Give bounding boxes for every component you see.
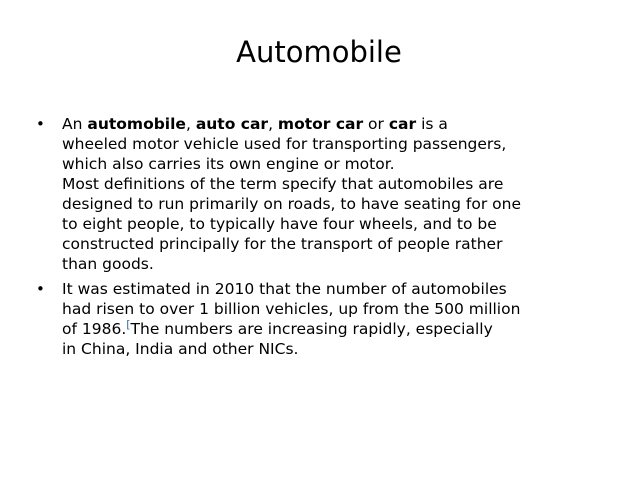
bullet-line xyxy=(62,114,622,134)
bullet-marker: • xyxy=(36,280,45,298)
bullet-line xyxy=(62,319,622,339)
bullet-line: constructed principally for the transport of people rather xyxy=(62,235,503,253)
bullet-item-statistics xyxy=(36,279,622,359)
bullet-item-definition xyxy=(36,114,622,274)
bullet-line: than goods. xyxy=(62,255,154,273)
bullet-line: in China, India and other NICs. xyxy=(62,340,299,358)
term-car: car xyxy=(388,115,417,133)
term-motor-car: motor car xyxy=(277,115,364,133)
text-span: of 1986. xyxy=(62,320,127,338)
text-span: The numbers are increasing rapidly, especially xyxy=(130,320,493,338)
text-span: is a xyxy=(416,115,448,133)
text-span: , xyxy=(268,115,278,133)
bullet-line: wheeled motor vehicle used for transporting passengers, xyxy=(62,135,507,153)
bullet-marker: • xyxy=(36,115,45,133)
text-span: , xyxy=(185,115,196,133)
term-automobile: automobile xyxy=(87,115,186,133)
text-span: An xyxy=(62,115,88,133)
bullet-line: designed to run primarily on roads, to have seating for one xyxy=(62,195,521,213)
bullet-line: to eight people, to typically have four wheels, and to be xyxy=(62,215,497,233)
term-auto-car: auto car xyxy=(195,115,269,133)
bullet-list xyxy=(36,114,622,364)
citation-link[interactable]: [ xyxy=(126,317,131,331)
bullet-line: It was estimated in 2010 that the number of automobiles xyxy=(62,280,507,298)
text-span: or xyxy=(363,115,389,133)
bullet-line: Most definitions of the term specify that automobiles are xyxy=(62,175,504,193)
slide-title: Automobile xyxy=(236,35,402,69)
bullet-line: which also carries its own engine or motor. xyxy=(62,155,395,173)
bullet-line: had risen to over 1 billion vehicles, up from the 500 million xyxy=(62,300,521,318)
